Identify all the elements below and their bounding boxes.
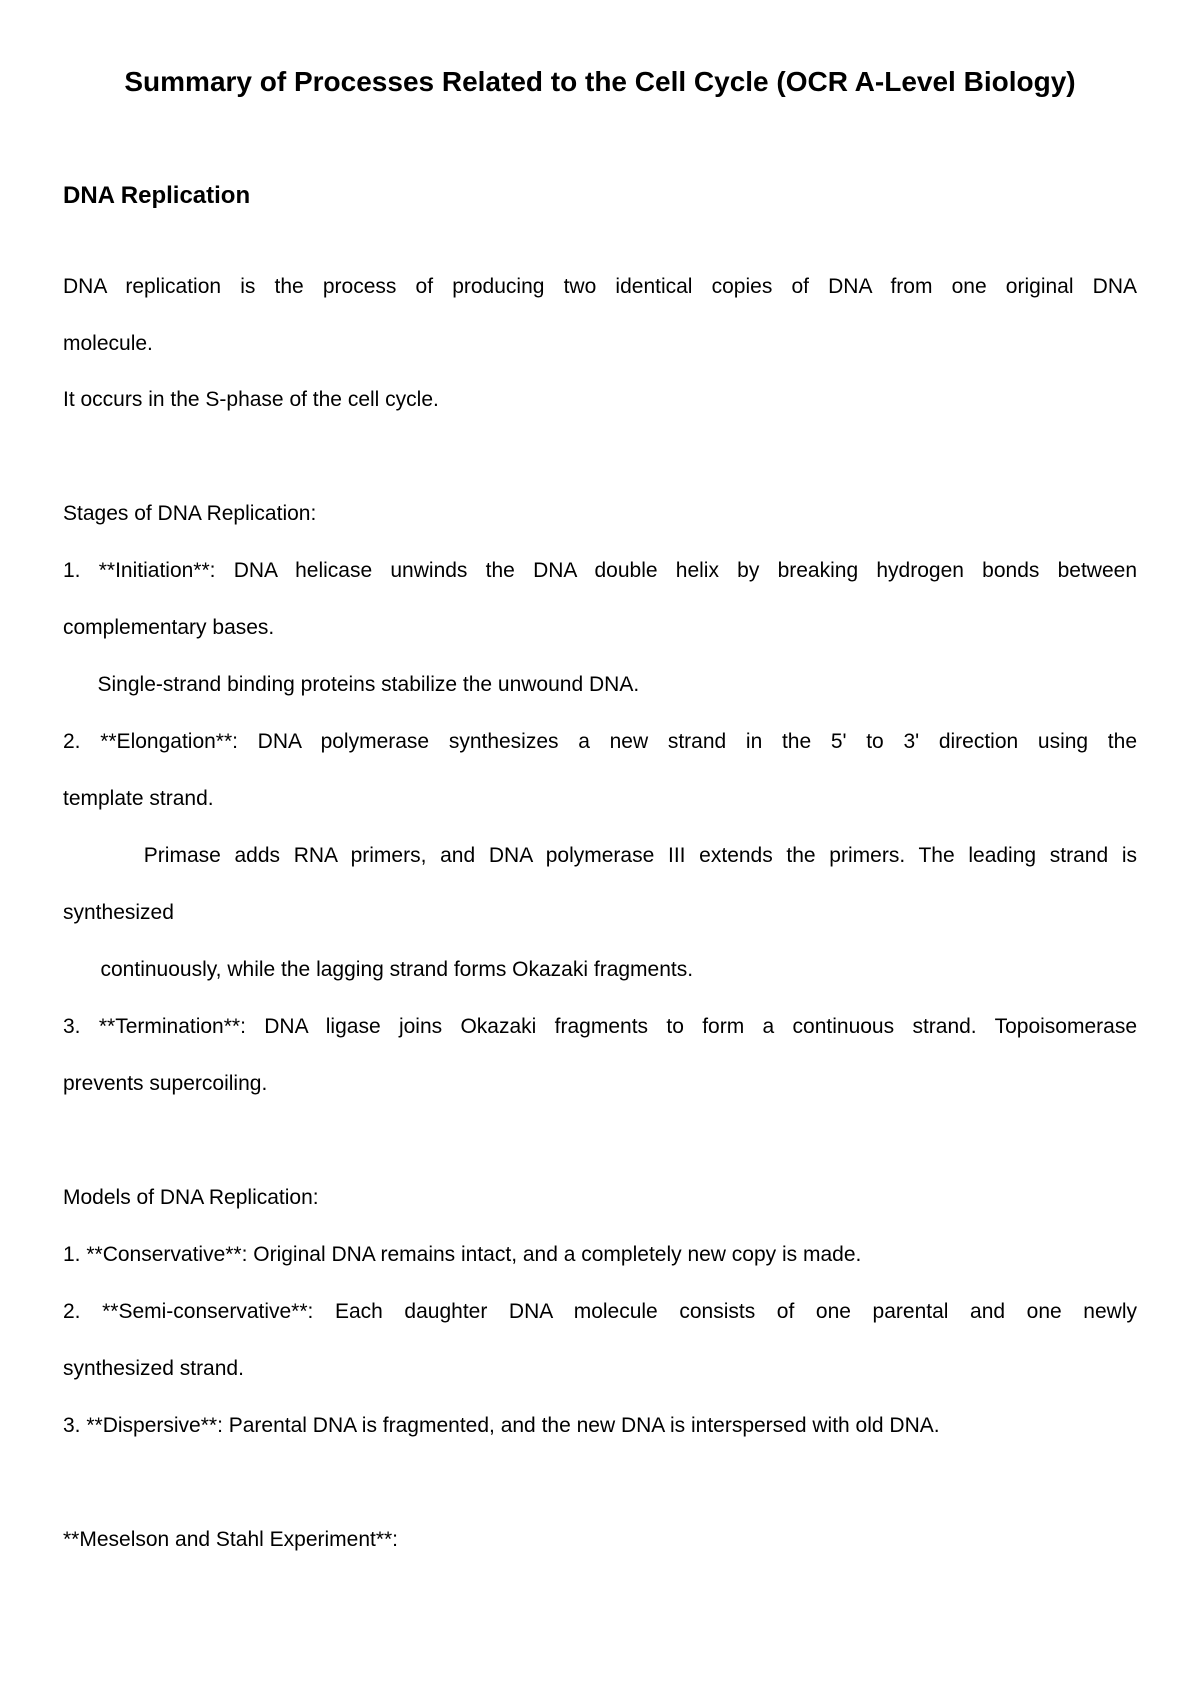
list-item-line: 1. **Initiation**: DNA helicase unwinds the DNA double helix by breaking hydrogen bonds between: [63, 559, 1137, 582]
list-item-line: prevents supercoiling.: [63, 1072, 268, 1095]
document-title: Summary of Processes Related to the Cell Cycle (OCR A-Level Biology): [124, 66, 1076, 97]
list-item-line: 2. **Semi-conservative**: Each daughter DNA molecule consists of one parental and one newly: [63, 1300, 1137, 1323]
paragraph-line: molecule.: [63, 332, 153, 355]
subheading-line: Models of DNA Replication:: [63, 1186, 319, 1209]
section-heading: DNA Replication: [63, 182, 251, 209]
list-item-line: Single-strand binding proteins stabilize the unwound DNA.: [80, 673, 640, 696]
subheading-line: Stages of DNA Replication:: [63, 502, 317, 525]
list-item-line: continuously, while the lagging strand forms Okazaki fragments.: [83, 958, 694, 981]
list-item-line: complementary bases.: [63, 616, 275, 639]
list-item-line: 3. **Termination**: DNA ligase joins Okazaki fragments to form a continuous strand. Topoisomerase: [63, 1015, 1137, 1038]
paragraph-line: DNA replication is the process of producing two identical copies of DNA from one original DNA: [63, 275, 1137, 298]
list-item-line: synthesized: [63, 901, 174, 924]
list-item-line: synthesized strand.: [63, 1357, 244, 1380]
list-item-line: Primase adds RNA primers, and DNA polymerase III extends the primers. The leading strand is: [89, 844, 1137, 867]
list-item-line: 2. **Elongation**: DNA polymerase synthesizes a new strand in the 5' to 3' direction using the: [63, 730, 1137, 753]
list-item-line: 3. **Dispersive**: Parental DNA is fragmented, and the new DNA is interspersed with old DNA.: [63, 1414, 940, 1437]
paragraph-line: It occurs in the S-phase of the cell cycle.: [63, 388, 439, 411]
list-item-line: 1. **Conservative**: Original DNA remains intact, and a completely new copy is made.: [63, 1243, 862, 1266]
list-item-line: template strand.: [63, 787, 214, 810]
subheading-line: **Meselson and Stahl Experiment**:: [63, 1528, 399, 1551]
